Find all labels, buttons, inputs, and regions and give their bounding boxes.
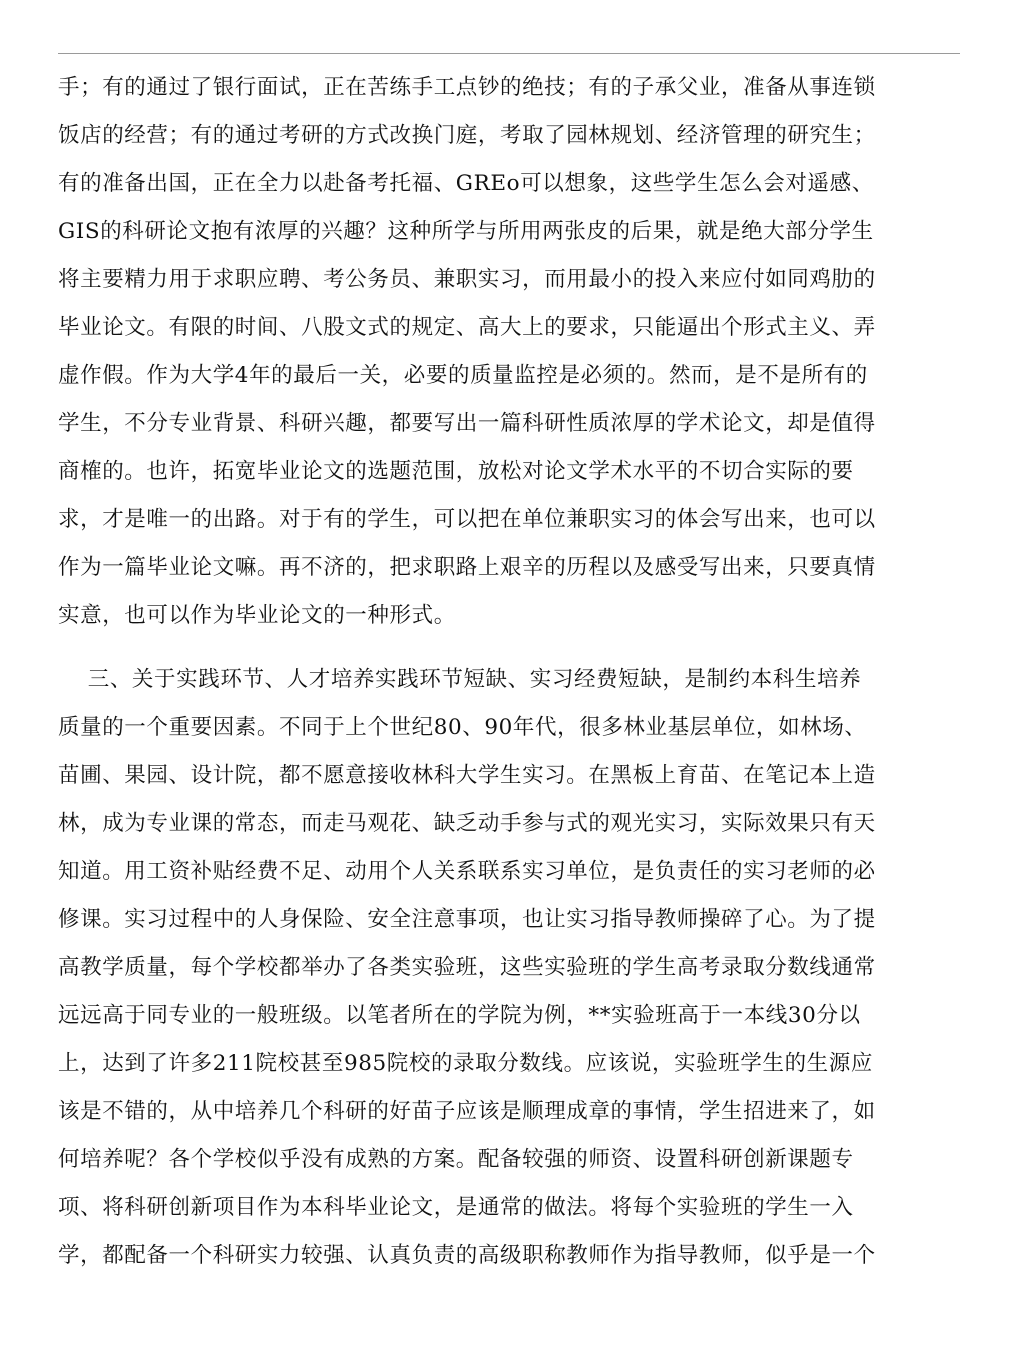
text-line: 手；有的通过了银行面试，正在苦练手工点钞的绝技；有的子承父业，准备从事连锁 <box>58 75 876 100</box>
text-line: 修课。实习过程中的人身保险、安全注意事项，也让实习指导教师操碎了心。为了提 <box>58 907 876 932</box>
text-line: GIS的科研论文抱有浓厚的兴趣？这种所学与所用两张皮的后果，就是绝大部分学生 <box>58 219 874 244</box>
text-line: 商榷的。也许，拓宽毕业论文的选题范围，放松对论文学术水平的不切合实际的要 <box>58 459 854 484</box>
text-line: 林，成为专业课的常态，而走马观花、缺乏动手参与式的观光实习，实际效果只有天 <box>58 811 876 836</box>
text-line: 远远高于同专业的一般班级。以笔者所在的学院为例，**实验班高于一本线30分以 <box>58 1003 861 1028</box>
text-line: 学生，不分专业背景、科研兴趣，都要写出一篇科研性质浓厚的学术论文，却是值得 <box>58 411 876 436</box>
text-line: 学，都配备一个科研实力较强、认真负责的高级职称教师作为指导教师，似乎是一个 <box>58 1243 876 1268</box>
text-line: 知道。用工资补贴经费不足、动用个人关系联系实习单位，是负责任的实习老师的必 <box>58 859 876 884</box>
text-line: 何培养呢？各个学校似乎没有成熟的方案。配备较强的师资、设置科研创新课题专 <box>58 1147 854 1172</box>
text-line: 高教学质量，每个学校都举办了各类实验班，这些实验班的学生高考录取分数线通常 <box>58 955 876 980</box>
paragraph-2 <box>58 656 968 1280</box>
text-line: 实意，也可以作为毕业论文的一种形式。 <box>58 603 456 628</box>
header-rule <box>58 53 960 54</box>
text-line: 上，达到了许多211院校甚至985院校的录取分数线。应该说，实验班学生的生源应 <box>58 1051 873 1076</box>
text-line: 将主要精力用于求职应聘、考公务员、兼职实习，而用最小的投入来应付如同鸡肋的 <box>58 267 876 292</box>
text-line: 饭店的经营；有的通过考研的方式改换门庭，考取了园林规划、经济管理的研究生； <box>58 123 876 148</box>
text-line: 质量的一个重要因素。不同于上个世纪80、90年代，很多林业基层单位，如林场、 <box>58 715 867 740</box>
text-line: 毕业论文。有限的时间、八股文式的规定、高大上的要求，只能逼出个形式主义、弄 <box>58 315 876 340</box>
text-line: 该是不错的，从中培养几个科研的好苗子应该是顺理成章的事情，学生招进来了，如 <box>58 1099 876 1124</box>
text-line: 有的准备出国，正在全力以赴备考托福、GREo可以想象，这些学生怎么会对遥感、 <box>58 171 874 196</box>
text-line: 三、关于实践环节、人才培养实践环节短缺、实习经费短缺，是制约本科生培养 <box>58 667 862 692</box>
text-line: 虚作假。作为大学4年的最后一关，必要的质量监控是必须的。然而，是不是所有的 <box>58 363 868 388</box>
document-body <box>58 64 968 1280</box>
text-line: 项、将科研创新项目作为本科毕业论文，是通常的做法。将每个实验班的学生一入 <box>58 1195 854 1220</box>
text-line: 求，才是唯一的出路。对于有的学生，可以把在单位兼职实习的体会写出来，也可以 <box>58 507 876 532</box>
paragraph-1 <box>58 64 968 640</box>
text-line: 苗圃、果园、设计院，都不愿意接收林科大学生实习。在黑板上育苗、在笔记本上造 <box>58 763 876 788</box>
text-line: 作为一篇毕业论文嘛。再不济的，把求职路上艰辛的历程以及感受写出来，只要真情 <box>58 555 876 580</box>
paragraph-spacer <box>58 640 968 656</box>
